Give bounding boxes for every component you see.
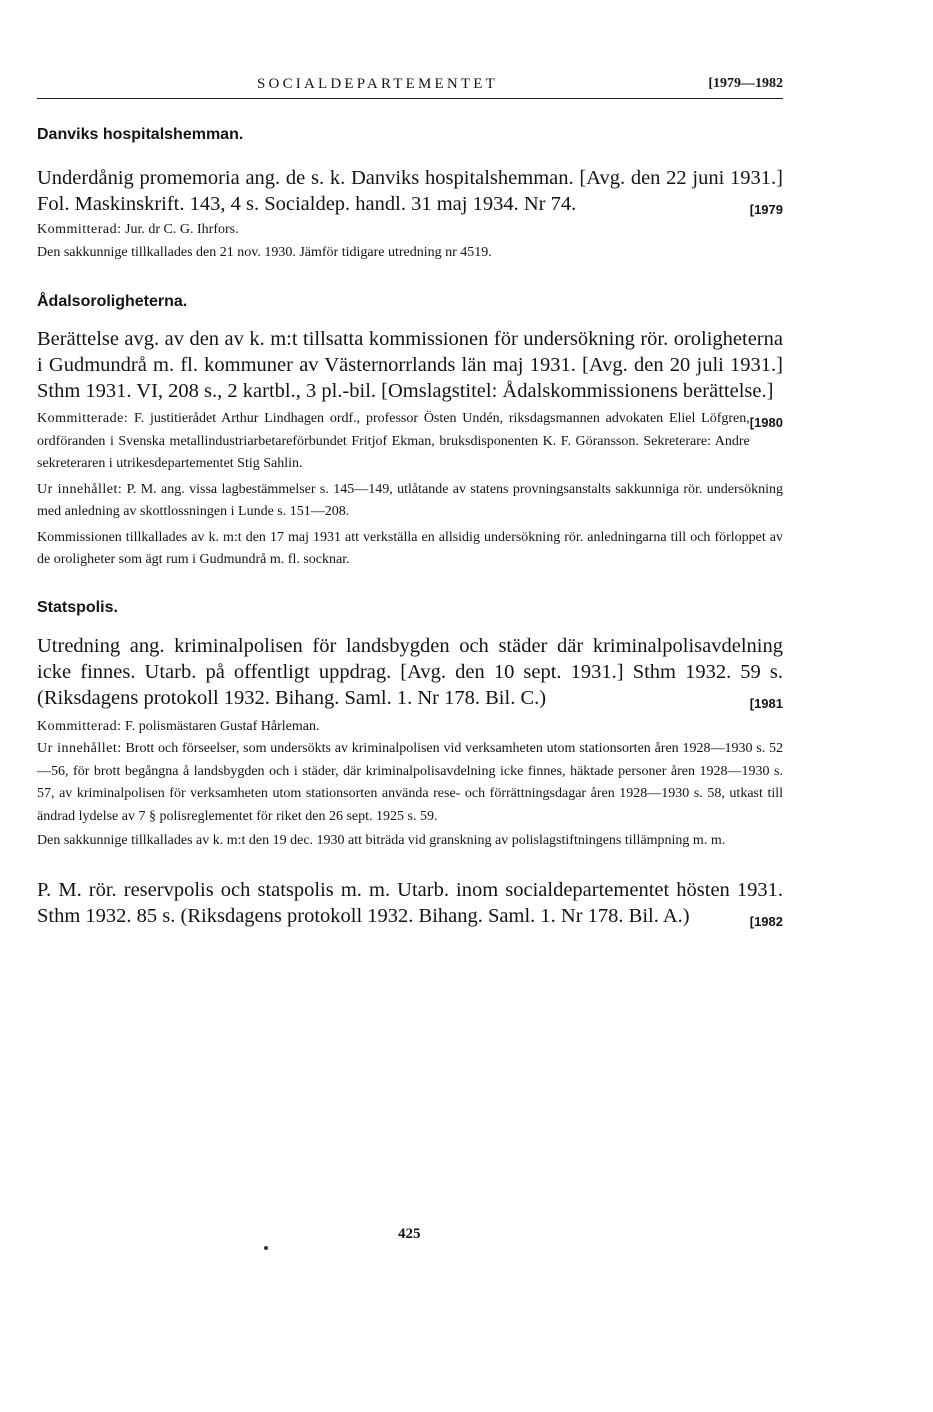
document-page [37, 72, 783, 935]
entry-1981-number: [1981 [749, 695, 783, 711]
entry-1981-contents [37, 738, 783, 828]
entry-1981-title [37, 633, 783, 711]
note-text: Jur. dr C. G. Ihrfors. [125, 222, 239, 237]
entry-1982-number: [1982 [749, 913, 783, 929]
entry-1981-committee [37, 716, 783, 739]
entry-1979-committee [37, 219, 783, 242]
department-title: SOCIALDEPARTEMENTET [257, 76, 499, 92]
note-label: Kommitterade: [37, 411, 129, 426]
note-text: F. polismästaren Gustaf Hårleman. [125, 718, 320, 734]
note-text: F. justitierådet Arthur Lindhagen ordf., professor Östen Undén, riksdagsmannen advokaten Eliel Löfgren, ordföranden i Svenska metallindustriarbetareförbundet Fritjof Ekman, bruksdisponenten K. F. Göransson. Sekreterare: Andre sekreteraren i utrikesdepartementet Stig Sahlin. [37, 411, 750, 471]
page-number: 425 [398, 1226, 421, 1242]
note-text: Brott och förseelser, som undersökts av kriminalpolisen vid verksamheten utom stationsorten åren 1928—1930 s. 52—56, för brott begångna å landsbygden och i städer, där kriminalpolisavdelning icke finnes, häktade personer åren 1928—1930 s. 57, av kriminalpolisen för verksamheten utom stationsorten använda rese- och förrättningsdagar åren 1928—1930 s. 58, utkast till ändrad lydelse av 7 § polisreglementet för riket den 26 sept. 1925 s. 59. [37, 741, 783, 824]
entry-1980-contents [37, 479, 783, 524]
entry-1980-remark [37, 527, 783, 572]
entry-1979-text: Underdånig promemoria ang. de s. k. Danviks hospitalshemman. [Avg. den 22 juni 1931.] Fol. Maskinskrift. 143, 4 s. Socialdep. handl. 31 maj 1934. Nr 74. [37, 167, 783, 215]
section-title-danviks: Danviks hospitalshemman. [37, 126, 244, 143]
entry-1979-number: [1979 [749, 202, 783, 217]
note-text: P. M. ang. vissa lagbestämmelser s. 145—149, utlåtande av statens provningsanstalts sakkunniga rör. undersökning med anledning av skottlossningen i Lunde s. 151—208. [37, 481, 783, 519]
note-text: Kommissionen tillkallades av k. m:t den 17 maj 1931 att verkställa en allsidig undersökning rör. anledningarna till och förloppet av de oroligheter som ägt rum i Gudmundrå m. fl. socknar. [37, 529, 783, 567]
note-label: Ur innehållet: [37, 741, 122, 756]
entry-1979-remark [37, 242, 783, 265]
note-label: Ur innehållet: [37, 481, 123, 497]
running-head [37, 72, 783, 99]
note-label: Kommitterad: [37, 222, 122, 237]
note-text: Den sakkunnige tillkallades den 21 nov. 1930. Jämför tidigare utredning nr 4519. [37, 244, 492, 260]
section-title-statspolis: Statspolis. [37, 598, 118, 616]
entry-number-range: [1979—1982 [708, 76, 783, 91]
entry-1982-text: P. M. rör. reservpolis och statspolis m. m. Utarb. inom socialdepartementet hösten 1931. Sthm 1932. 85 s. (Riksdagens protokoll 1932. Bihang. Saml. 1. Nr 178. Bil. A.) [37, 878, 783, 927]
note-label: Kommitterad: [37, 718, 122, 734]
entry-1981-remark [37, 830, 783, 853]
entry-1979-title [37, 165, 783, 217]
entry-1980-text: Berättelse avg. av den av k. m:t tillsatta kommissionen för undersökning rör. oroligheterna i Gudmundrå m. fl. kommuner av Västernorrlands län maj 1931. [Avg. den 20 juli 1931.] Sthm 1931. VI, 208 s., 2 kartbl., 3 pl.-bil. [Omslagstitel: Ådalskommissionens berättelse.] [37, 328, 783, 402]
entry-1980-committee [37, 408, 783, 476]
entry-1981-text: Utredning ang. kriminalpolisen för landsbygden och städer där kriminalpolisavdelning icke finnes. Utarb. på offentligt uppdrag. [Avg. den 10 sept. 1931.] Sthm 1932. 59 s. (Riksdagens protokoll 1932. Bihang. Saml. 1. Nr 178. Bil. C.) [37, 634, 783, 709]
print-speck [264, 1246, 268, 1250]
entry-1980-number: [1980 [749, 415, 783, 430]
entry-1982-title [37, 877, 783, 929]
note-text: Den sakkunnige tillkallades av k. m:t den 19 dec. 1930 att biträda vid granskning av polislagstiftningens tillämpning m. m. [37, 833, 726, 848]
section-title-adalsoroligheterna: Ådalsoroligheterna. [37, 293, 188, 310]
